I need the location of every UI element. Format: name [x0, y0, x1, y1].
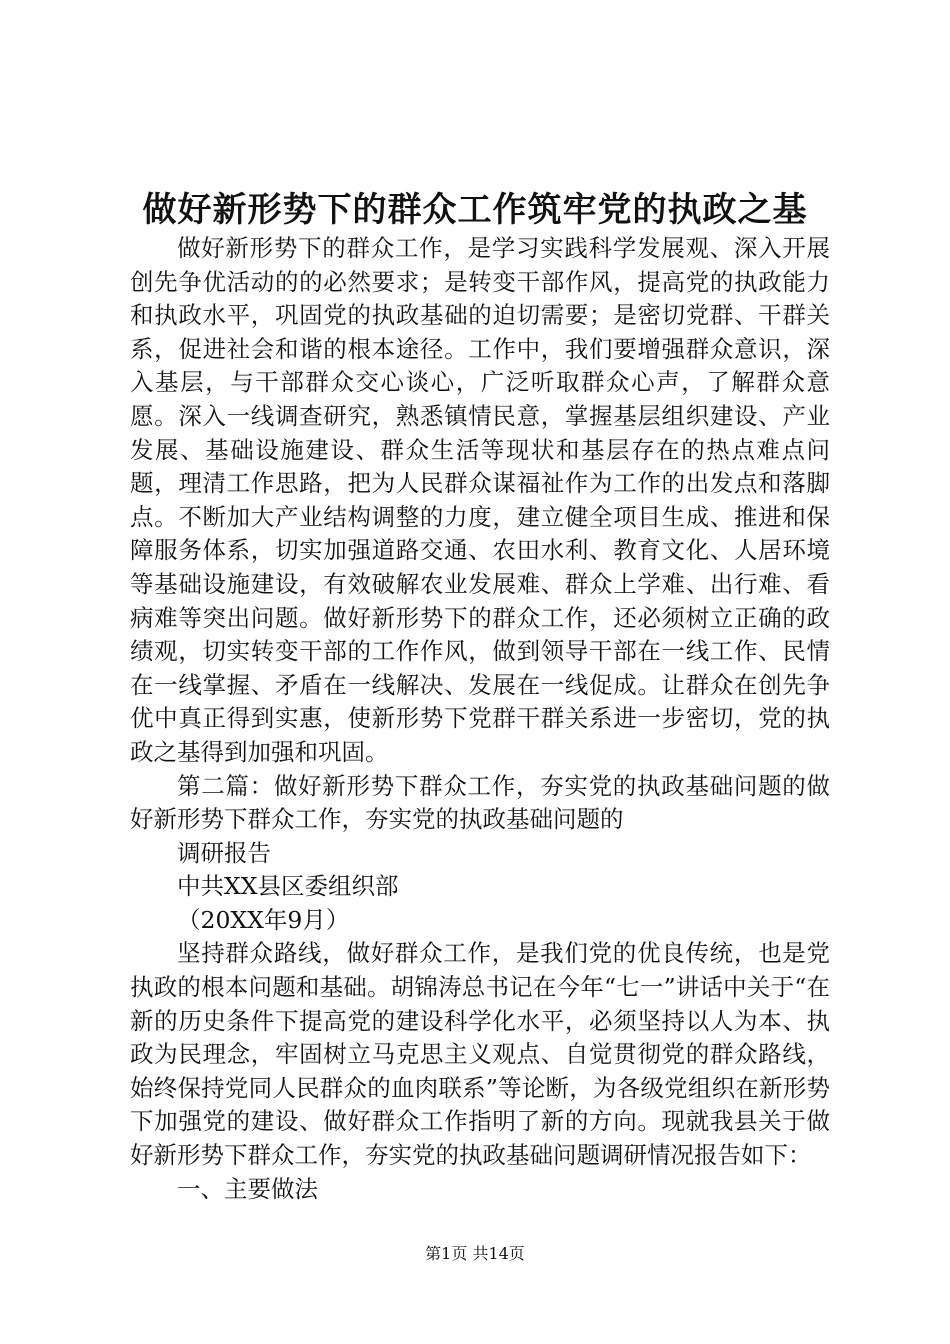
organization-name: 中共XX县区委组织部	[177, 872, 399, 901]
chapter-heading-paragraph: 第二篇：做好新形势下群众工作，夯实党的执政基础问题的做好新形势下群众工作，夯实党的执政基础问题的	[130, 771, 830, 834]
document-body	[130, 232, 830, 1206]
page-footer: 第1页 共14页	[425, 1244, 525, 1263]
document-title: 做好新形势下的群众工作筑牢党的执政之基	[142, 190, 808, 230]
report-label: 调研报告	[177, 838, 271, 867]
body-paragraph: 做好新形势下的群众工作，是学习实践科学发展观、深入开展创先争优活动的的必然要求；是转变干部作风，提高党的执政能力和执政水平，巩固党的执政基础的迫切需要；是密切党群、干群关系，促进社会和谐的根本途径。工作中，我们要增强群众意识，深入基层，与干部群众交心谈心，广泛听取群众心声，了解群众意愿。深入一线调查研究，熟悉镇情民意，掌握基层组织建设、产业发展、基础设施建设、群众生活等现状和基层存在的热点难点问题，理清工作思路，把为人民群众谋福祉作为工作的出发点和落脚点。不断加大产业结构调整的力度，建立健全项目生成、推进和保障服务体系，切实加强道路交通、农田水利、教育文化、人居环境等基础设施建设，有效破解农业发展难、群众上学难、出行难、看病难等突出问题。做好新形势下的群众工作，还必须树立正确的政绩观，切实转变干部的工作作风，做到领导干部在一线工作、民情在一线掌握、矛盾在一线解决、发展在一线促成。让群众在创先争优中真正得到实惠，使新形势下党群干群关系进一步密切，党的执政之基得到加强和巩固。	[130, 234, 830, 766]
section-heading: 一、主要做法	[177, 1174, 318, 1203]
report-date: （20XX年9月）	[177, 905, 350, 934]
body-paragraph: 坚持群众路线，做好群众工作，是我们党的优良传统，也是党执政的根本问题和基础。胡锦涛总书记在今年“七一”讲话中关于“在新的历史条件下提高党的建设科学化水平，必须坚持以人为本、执政为民理念，牢固树立马克思主义观点、自觉贯彻党的群众路线，始终保持党同人民群众的血肉联系”等论断，为各级党组织在新形势下加强党的建设、做好群众工作指明了新的方向。现就我县关于做好新形势下群众工作，夯实党的执政基础问题调研情况报告如下：	[130, 939, 830, 1170]
